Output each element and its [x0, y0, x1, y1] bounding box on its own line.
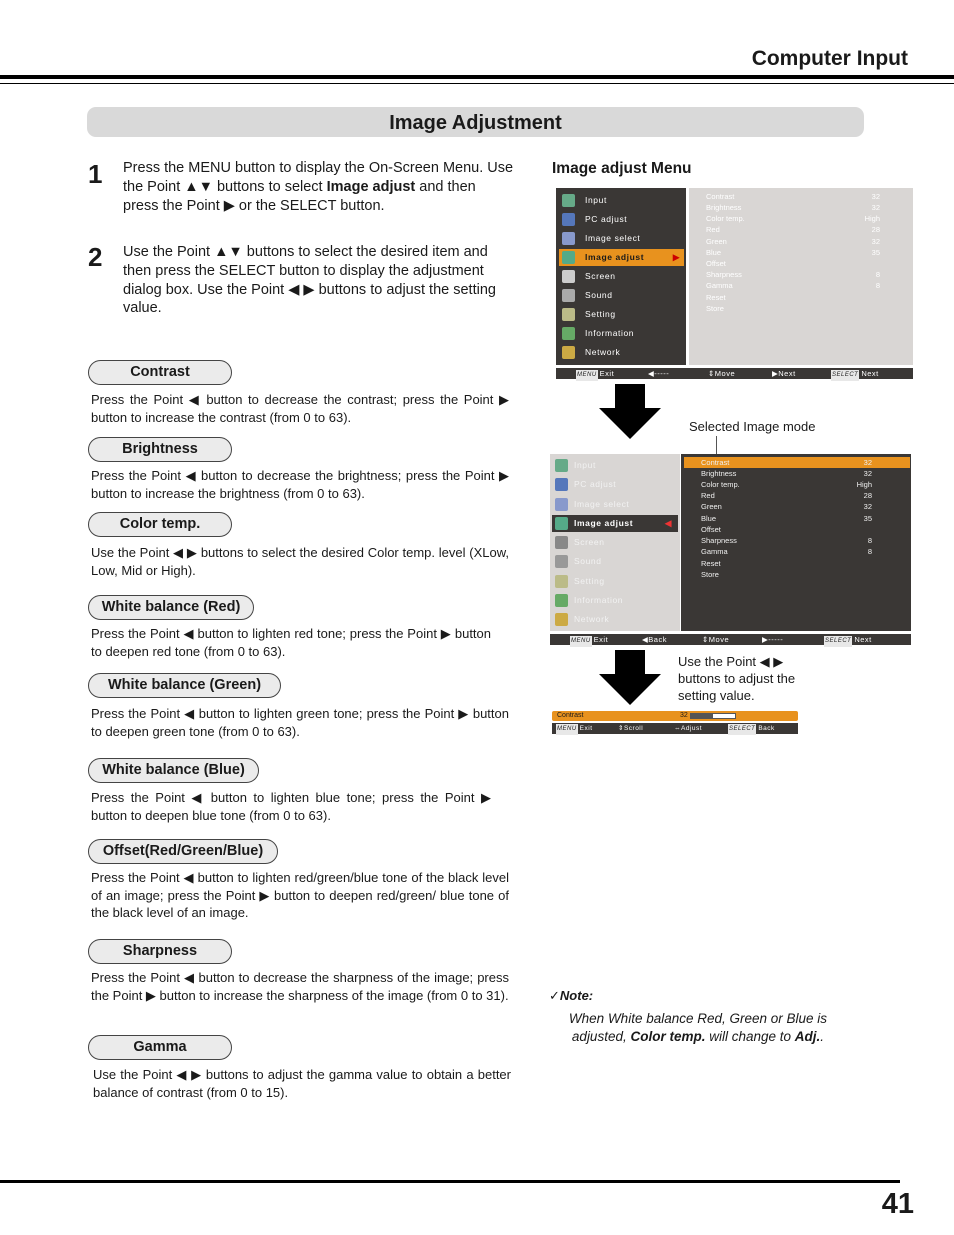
osd-status-bar: MENU Exit ◀Back ⇕Move ▶----- SELECT Next: [550, 634, 911, 645]
osd-row: Brightness 32: [706, 203, 880, 212]
contrast-adjust-value: 32: [680, 712, 688, 719]
osd-menu-item: Information: [559, 325, 684, 342]
osd-row: Store: [706, 304, 724, 313]
osd-menu-list: [550, 454, 680, 631]
item-label-gamma: Gamma: [88, 1035, 232, 1060]
item-desc: Use the Point ◀ ▶ buttons to adjust the gamma value to obtain a better balance of contrast (from 0 to 15).: [93, 1067, 511, 1100]
osd-row: Red 28: [701, 491, 872, 500]
osd-menu-item: Screen: [552, 534, 678, 551]
item-label-white-balance-red: White balance (Red): [88, 595, 254, 620]
menu-label: Image adjust Menu: [552, 160, 692, 177]
footer-rule: [0, 1180, 900, 1183]
osd-row: Color temp. High: [706, 214, 880, 223]
contrast-status-bar: MENU Exit ⇕Scroll ⇔Adjust SELECT Back: [552, 723, 798, 734]
header-rule: [0, 75, 954, 79]
item-label-white-balance-blue: White balance (Blue): [88, 758, 259, 783]
osd-row: Reset: [701, 559, 721, 568]
osd-menu-item-selected: Image adjust ▶: [559, 249, 684, 266]
osd-row: Store: [701, 570, 719, 579]
checkmark-icon: ✓: [549, 988, 560, 1003]
osd-row-selected: Contrast 32: [684, 457, 910, 468]
item-label-sharpness: Sharpness: [88, 939, 232, 964]
item-desc: Press the Point ◀ button to decrease the contrast; press the Point ▶ button to increase the contrast (from 0 to 63).: [91, 392, 509, 425]
osd-menu-item: Setting: [552, 573, 678, 590]
down-arrow-icon: [598, 384, 662, 440]
osd-menu-item: Sound: [559, 287, 684, 304]
osd-row: Brightness 32: [701, 469, 872, 478]
osd-row: Gamma 8: [706, 281, 880, 290]
contrast-adjust-dialog: [552, 711, 798, 734]
step-number: 1: [88, 159, 103, 189]
item-label-offset: Offset(Red/Green/Blue): [88, 839, 278, 864]
osd-menu-item: Setting: [559, 306, 684, 323]
osd-menu-item: Input: [559, 192, 684, 209]
osd-menu-item: Image select: [552, 496, 678, 513]
osd-row: Offset: [701, 525, 721, 534]
item-desc: Press the Point ◀ button to decrease the sharpness of the image; press the Point ▶ button to increase the sharpness of the image (from 0 to 31).: [91, 970, 509, 1003]
item-label-color-temp: Color temp.: [88, 512, 232, 537]
header-rule-thin: [0, 83, 954, 84]
osd-submenu: [689, 188, 913, 365]
osd-menu-item: Screen: [559, 268, 684, 285]
contrast-slider-fill: [691, 714, 713, 718]
header-title: Computer Input: [751, 47, 908, 70]
osd-menu-item: Input: [552, 457, 678, 474]
caption-use-point: Use the Point ◀ ▶ buttons to adjust the setting value.: [678, 654, 796, 703]
caption-pointer-line: [716, 436, 717, 456]
osd-row: Blue 35: [706, 248, 880, 257]
osd-row: Color temp. High: [701, 480, 872, 489]
item-desc: Use the Point ◀ ▶ buttons to select the desired Color temp. level (XLow, Low, Mid or High).: [91, 545, 509, 578]
note-label: ✓Note:: [549, 988, 594, 1003]
osd-row: Offset: [706, 259, 726, 268]
osd-menu-item: Image select: [559, 230, 684, 247]
note-text: When White balance Red, Green or Blue is adjusted, Color temp. will change to Adj..: [568, 1011, 828, 1044]
step-text: Use the Point ▲▼ buttons to select the desired item and then press the SELECT button to display the adjustment dialog box. Use the Point ◀ ▶ buttons to adjust the setting value.: [123, 244, 496, 317]
item-desc: Press the Point ◀ button to lighten blue tone; press the Point ▶ button to deepen blue tone (from 0 to 63).: [91, 790, 491, 823]
osd-menu-item: Network: [552, 611, 678, 628]
item-label-brightness: Brightness: [88, 437, 232, 462]
item-desc: Press the Point ◀ button to lighten green tone; press the Point ▶ button to deepen green tone (from 0 to 63).: [91, 706, 509, 739]
osd-row: Green 32: [701, 502, 872, 511]
caption-selected-mode: Selected Image mode: [689, 419, 816, 434]
osd-menu-list: [556, 188, 686, 365]
osd-menu-item: Sound: [552, 553, 678, 570]
page-number: 41: [881, 1188, 914, 1220]
osd-submenu: [681, 454, 911, 631]
osd-row: Reset: [706, 293, 726, 302]
osd-menu-item-selected: Image adjust ◀: [552, 515, 678, 532]
osd-menu-item: PC adjust: [552, 476, 678, 493]
item-label-white-balance-green: White balance (Green): [88, 673, 281, 698]
contrast-adjust-label: Contrast: [557, 712, 584, 719]
step-text: Press the MENU button to display the On-Screen Menu. Use the Point ▲▼ buttons to select Image adjust and then press the Point ▶ or the SELECT button.: [123, 160, 514, 214]
contrast-slider-track: [690, 713, 736, 719]
osd-status-bar: MENU Exit ◀----- ⇕Move ▶Next SELECT Next: [556, 368, 913, 379]
section-bar: [87, 107, 864, 137]
osd-menu-screenshot: [556, 188, 913, 379]
osd-row: Green 32: [706, 237, 880, 246]
osd-menu-item: PC adjust: [559, 211, 684, 228]
osd-row: Gamma 8: [701, 547, 872, 556]
down-arrow-icon: [598, 650, 662, 706]
item-desc: Press the Point ◀ button to decrease the brightness; press the Point ▶ button to increase the brightness (from 0 to 63).: [91, 468, 509, 501]
item-label-contrast: Contrast: [88, 360, 232, 385]
osd-submenu-screenshot: [550, 454, 911, 645]
section-title: Image Adjustment: [389, 112, 562, 134]
contrast-adjust-row: [552, 711, 798, 721]
osd-row: Sharpness 8: [706, 270, 880, 279]
item-desc: Press the Point ◀ button to lighten red/green/blue tone of the black level of an image; press the Point ▶ button to deepen red/green/ blue tone of the black level of an image.: [91, 870, 509, 920]
step-number: 2: [88, 242, 103, 272]
osd-row: Blue 35: [701, 514, 872, 523]
osd-row: Contrast 32: [706, 192, 880, 201]
osd-row: Red 28: [706, 225, 880, 234]
osd-row: Sharpness 8: [701, 536, 872, 545]
osd-menu-item: Network: [559, 344, 684, 361]
item-desc: Press the Point ◀ button to lighten red tone; press the Point ▶ button to deepen red tone (from 0 to 63).: [91, 626, 491, 659]
osd-menu-item: Information: [552, 592, 678, 609]
